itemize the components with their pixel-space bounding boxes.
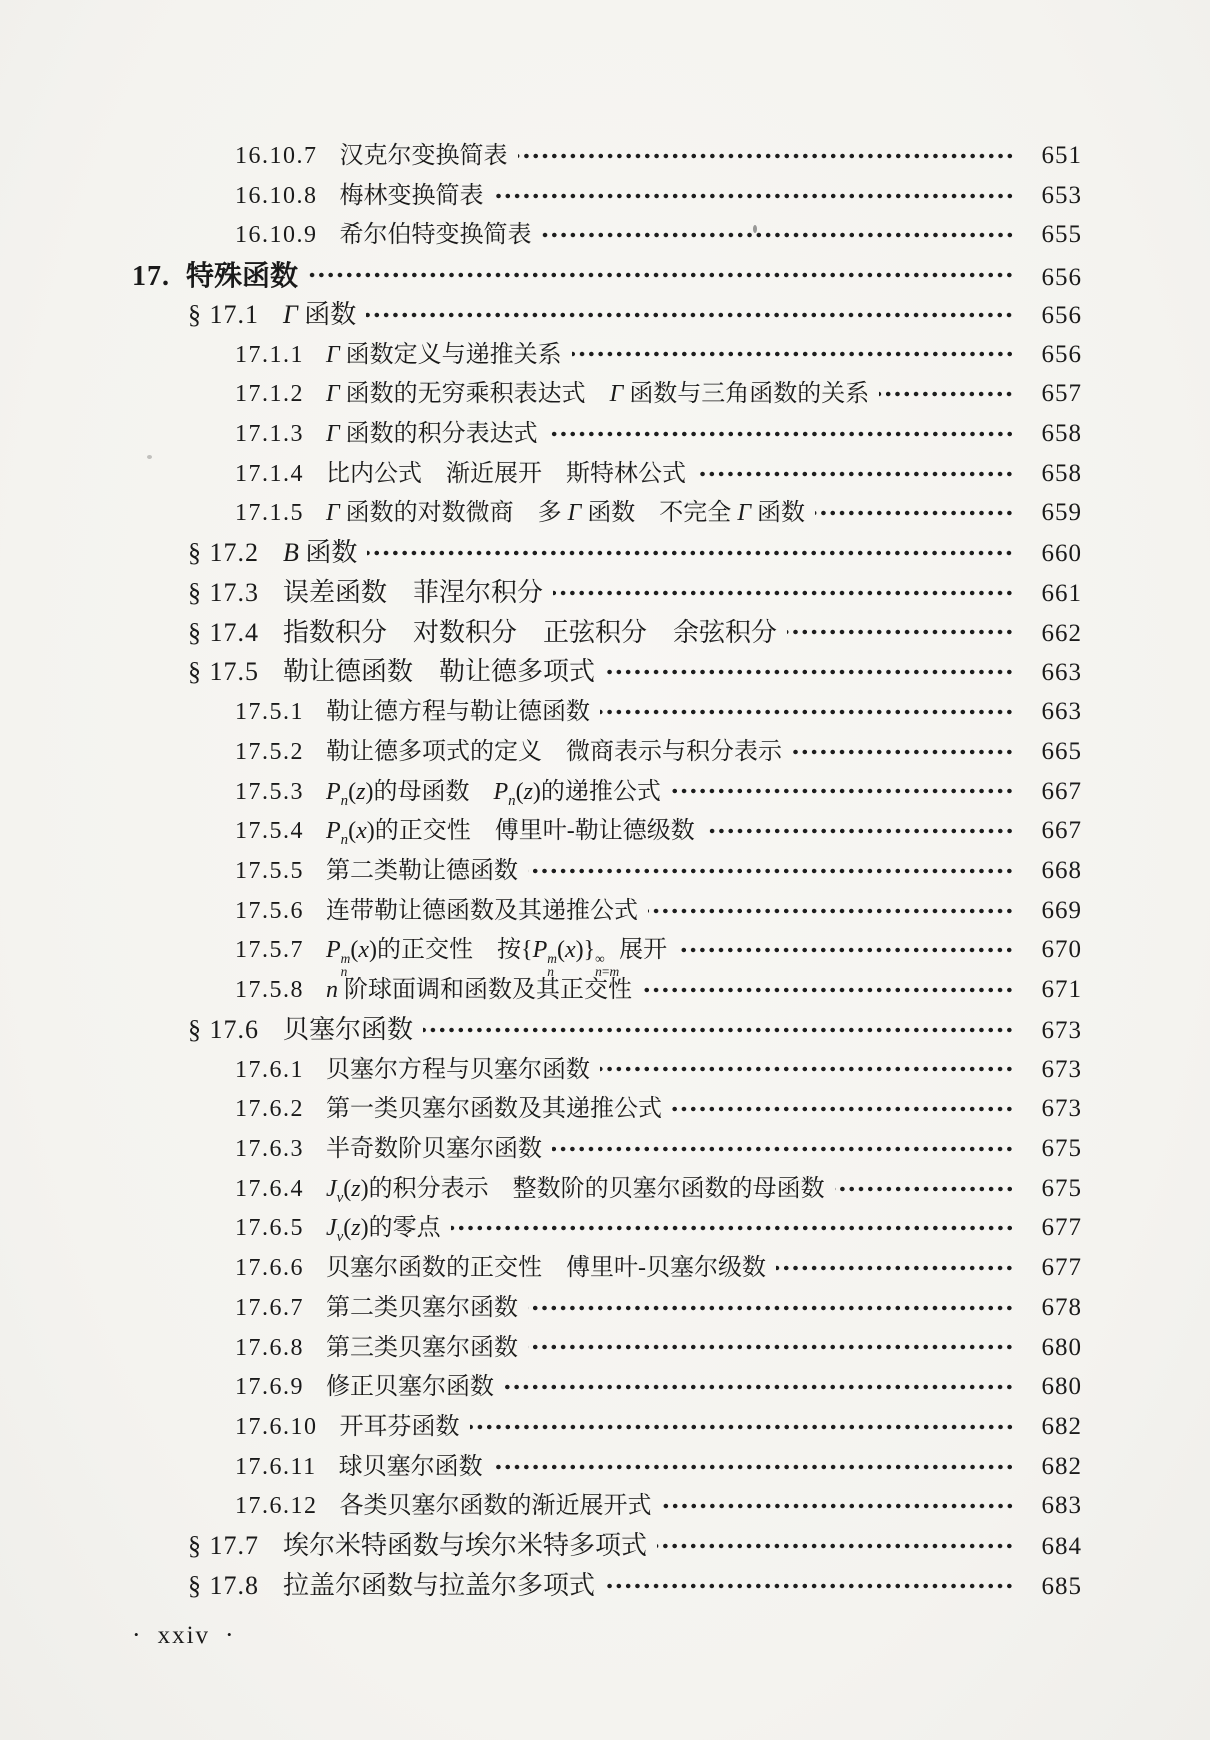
toc-entry-number: 17.6.9 xyxy=(235,1374,304,1401)
toc-entry-title: 第三类贝塞尔函数 xyxy=(326,1334,518,1361)
toc-entry-title: 第一类贝塞尔函数及其递推公式 xyxy=(326,1096,662,1123)
dot-leader xyxy=(792,748,1014,756)
dot-leader xyxy=(528,1343,1014,1351)
toc-entry-number: § 17.6 xyxy=(188,1014,259,1044)
toc-entry-title: 连带勒让德函数及其递推公式 xyxy=(326,897,638,924)
toc-entry-number: 17.5.3 xyxy=(235,778,304,805)
toc-entry-number: 17.5.4 xyxy=(235,818,304,845)
toc-entry-title: P m n (x)的正交性 按{P m n (x)} ∞ n=m 展开 xyxy=(326,937,668,980)
toc-entry xyxy=(235,1168,1082,1208)
toc-entry-number: 17.6.10 xyxy=(235,1414,318,1440)
toc-entry xyxy=(235,1207,1082,1247)
toc-entry-title: $P_n(x)$的正交性 傅里叶-勒让德级数 xyxy=(326,818,695,849)
toc-entry-title: 开耳芬函数 xyxy=(339,1414,460,1440)
toc-entry-page-number: 667 xyxy=(1041,817,1082,845)
dot-leader xyxy=(542,231,1015,239)
toc-entry-title: 埃尔米特函数与埃尔米特多项式 xyxy=(283,1531,648,1561)
toc-entry-number: 17.6.7 xyxy=(235,1294,304,1321)
toc-entry-number: 16.10.9 xyxy=(235,222,318,249)
toc-entry-number: 17.5.5 xyxy=(235,857,304,884)
toc-entry-page-number: 656 xyxy=(1041,301,1082,329)
toc-entry-title: 贝塞尔函数 xyxy=(283,1014,414,1044)
toc-entry xyxy=(235,1247,1082,1287)
toc-entry xyxy=(132,254,1082,294)
toc-entry-page-number: 657 xyxy=(1041,380,1082,408)
toc-entry xyxy=(235,929,1082,980)
toc-entry-title: 修正贝塞尔函数 xyxy=(326,1374,494,1401)
toc-entry-title: n 阶球面调和函数及其正交性 xyxy=(326,977,632,1004)
toc-entry-number: § 17.7 xyxy=(188,1531,259,1561)
toc-entry-page-number: 683 xyxy=(1041,1492,1082,1520)
toc-entry-page-number: 662 xyxy=(1041,619,1082,647)
toc-entry xyxy=(235,810,1082,850)
toc-entry-page-number: 684 xyxy=(1041,1533,1082,1561)
dot-leader xyxy=(470,1423,1015,1431)
dot-leader xyxy=(528,867,1014,875)
toc-entry xyxy=(235,334,1082,374)
dot-leader xyxy=(504,1383,1014,1391)
toc-entry-page-number: 669 xyxy=(1041,896,1082,924)
toc-entry-title: 特殊函数 xyxy=(186,261,299,293)
dot-leader xyxy=(367,549,1014,557)
toc-entry-title: $J_\nu(z)$的积分表示 整数阶的贝塞尔函数的母函数 xyxy=(326,1175,825,1206)
toc-entry xyxy=(235,1327,1082,1367)
dot-leader xyxy=(528,1304,1014,1312)
toc-entry-page-number: 668 xyxy=(1041,856,1082,884)
toc-entry-number: 17.1.1 xyxy=(235,341,304,368)
toc-entry-page-number: 673 xyxy=(1041,1055,1082,1083)
dot-leader xyxy=(677,946,1014,954)
dot-leader xyxy=(366,311,1014,319)
dot-leader xyxy=(648,907,1014,915)
toc-entry-title: 拉盖尔函数与拉盖尔多项式 xyxy=(283,1570,596,1600)
toc-entry-number: 17.6.4 xyxy=(235,1175,304,1202)
toc-entry-title: 希尔伯特变换简表 xyxy=(339,222,532,249)
toc-entry-number: 17.5.2 xyxy=(235,738,304,765)
toc-entry-title: 指数积分 对数积分 正弦积分 余弦积分 xyxy=(283,617,778,647)
dot-leader xyxy=(552,1145,1014,1153)
toc-entry-number: § 17.4 xyxy=(188,617,259,647)
footer-page-number: xxiv xyxy=(157,1622,211,1649)
toc-entry-title: 各类贝塞尔函数的渐近展开式 xyxy=(339,1493,652,1520)
toc-entry-title: 勒让德多项式的定义 微商表示与积分表示 xyxy=(326,738,782,765)
toc-entry-title: 勒让德函数 勒让德多项式 xyxy=(283,657,596,687)
toc-entry-page-number: 651 xyxy=(1041,142,1082,169)
toc-entry-page-number: 671 xyxy=(1041,976,1082,1004)
dot-leader xyxy=(776,1264,1014,1272)
toc-entry-title: B 函数 xyxy=(283,538,358,568)
toc-entry-title: 第二类贝塞尔函数 xyxy=(326,1294,518,1321)
toc-entry-number: 17.6.6 xyxy=(235,1255,304,1282)
toc-entry xyxy=(235,890,1082,930)
toc-entry-number: 16.10.8 xyxy=(235,182,318,209)
toc-entry xyxy=(235,1088,1082,1128)
toc-entry xyxy=(188,651,1082,691)
dot-leader xyxy=(451,1224,1014,1232)
toc-entry-title: Γ 函数的积分表达式 xyxy=(326,421,538,448)
toc-entry-title: 贝塞尔函数的正交性 傅里叶-贝塞尔级数 xyxy=(326,1255,766,1282)
toc-entry-page-number: 670 xyxy=(1041,936,1082,964)
toc-entry xyxy=(188,1525,1082,1565)
dot-leader xyxy=(672,1105,1014,1113)
toc-entry xyxy=(235,850,1082,890)
toc-entry-title: 球贝塞尔函数 xyxy=(338,1453,483,1480)
toc-entry-number: § 17.8 xyxy=(188,1570,259,1600)
toc-entry-title: Γ 函数 xyxy=(283,299,357,329)
toc-entry xyxy=(235,1287,1082,1327)
toc-entry-title: 误差函数 菲涅尔积分 xyxy=(283,577,544,607)
dot-leader xyxy=(815,509,1014,517)
toc-entry xyxy=(235,1406,1082,1446)
toc-entry-number: § 17.3 xyxy=(188,577,259,607)
toc-entry-number: 17.6.5 xyxy=(235,1215,304,1242)
toc-entry xyxy=(235,214,1082,254)
toc-entry xyxy=(188,1009,1082,1049)
toc-entry xyxy=(235,175,1082,215)
page-footer xyxy=(134,1622,251,1650)
toc-entry xyxy=(235,771,1082,811)
toc-entry-number: 17.1.2 xyxy=(235,381,304,408)
toc-entry xyxy=(188,1565,1082,1605)
toc-entry-number: 17.1.3 xyxy=(235,421,304,448)
footer-bullet-right: • xyxy=(227,1627,234,1642)
toc-entry-number: 17.5.8 xyxy=(235,977,304,1004)
toc-entry-page-number: 673 xyxy=(1041,1095,1082,1123)
toc-entry-title: Γ 函数定义与递推关系 xyxy=(326,341,562,368)
toc-entry-number: 17.6.11 xyxy=(235,1453,317,1480)
dot-leader xyxy=(423,1026,1014,1034)
dot-leader xyxy=(671,787,1014,795)
toc-entry-number: 17.1.4 xyxy=(235,460,304,487)
toc-entry-title: 第二类勒让德函数 xyxy=(326,857,518,884)
toc-entry-title: 半奇数阶贝塞尔函数 xyxy=(326,1135,542,1162)
toc-entry-page-number: 675 xyxy=(1041,1134,1082,1162)
toc-entry-page-number: 659 xyxy=(1041,499,1082,527)
dot-leader xyxy=(553,589,1014,597)
dot-leader xyxy=(605,668,1014,676)
toc-entry xyxy=(235,691,1082,731)
toc-entry-title: 汉克尔变换简表 xyxy=(339,143,508,169)
toc-entry-page-number: 677 xyxy=(1041,1214,1082,1242)
toc-entry-number: 17.6.1 xyxy=(235,1056,304,1083)
toc-entry-number: § 17.2 xyxy=(188,538,259,568)
toc-entry-title: 比内公式 渐近展开 斯特林公式 xyxy=(326,460,686,487)
dot-leader xyxy=(572,350,1014,358)
toc-entry xyxy=(188,612,1082,652)
toc-entry-page-number: 656 xyxy=(1041,264,1082,292)
toc-entry-page-number: 658 xyxy=(1041,420,1082,448)
toc-entry-page-number: 675 xyxy=(1041,1174,1082,1202)
footer-bullet-left: • xyxy=(134,1627,141,1642)
dot-leader xyxy=(518,152,1015,160)
toc-entry-page-number: 665 xyxy=(1041,737,1082,765)
toc-entry xyxy=(235,1446,1082,1486)
toc-entry xyxy=(235,1485,1082,1525)
toc-entry xyxy=(235,373,1082,413)
toc-entry xyxy=(188,294,1082,334)
toc-entry-title: 梅林变换简表 xyxy=(339,182,484,209)
dot-leader xyxy=(662,1502,1015,1510)
scan-speck xyxy=(753,225,757,233)
toc-entry-number: 17.6.2 xyxy=(235,1096,304,1123)
toc-entry-number: 17.6.12 xyxy=(235,1493,318,1520)
toc-entry-page-number: 663 xyxy=(1041,659,1082,687)
toc-entry-page-number: 653 xyxy=(1041,181,1082,209)
dot-leader xyxy=(600,708,1014,716)
toc-entry-number: 17.6.8 xyxy=(235,1334,304,1361)
dot-leader xyxy=(493,1463,1014,1471)
dot-leader xyxy=(308,271,1014,279)
toc-entry-page-number: 673 xyxy=(1041,1016,1082,1044)
dot-leader xyxy=(879,390,1014,398)
toc-entry-title: Γ 函数的无穷乘积表达式 Γ 函数与三角函数的关系 xyxy=(326,381,870,408)
dot-leader xyxy=(642,986,1014,994)
toc-entry-number: § 17.5 xyxy=(188,657,259,687)
dot-leader xyxy=(494,192,1015,200)
toc-entry-page-number: 680 xyxy=(1041,1373,1082,1401)
dot-leader xyxy=(835,1185,1014,1193)
dot-leader xyxy=(657,1542,1014,1550)
toc-entry-number: 16.10.7 xyxy=(235,143,318,169)
toc-entry-page-number: 682 xyxy=(1041,1452,1082,1480)
toc-entry-title: $J_\nu(z)$的零点 xyxy=(326,1215,441,1246)
table-of-contents xyxy=(132,135,1082,1605)
toc-entry xyxy=(235,731,1082,771)
toc-entry-page-number: 678 xyxy=(1041,1293,1082,1321)
toc-entry-number: 17.5.1 xyxy=(235,699,304,726)
toc-entry xyxy=(235,413,1082,453)
toc-entry xyxy=(188,572,1082,612)
toc-entry-number: 17.6.3 xyxy=(235,1135,304,1162)
toc-entry-number: 17.5.7 xyxy=(235,937,304,964)
toc-entry xyxy=(235,453,1082,493)
toc-entry-title: 勒让德方程与勒让德函数 xyxy=(326,699,590,726)
toc-entry-page-number: 685 xyxy=(1041,1572,1082,1600)
toc-entry-page-number: 677 xyxy=(1041,1254,1082,1282)
toc-entry xyxy=(235,1049,1082,1089)
dot-leader xyxy=(705,827,1014,835)
toc-entry-number: 17.1.5 xyxy=(235,500,304,527)
toc-entry xyxy=(235,1366,1082,1406)
dot-leader xyxy=(605,1582,1014,1590)
toc-entry-number: § 17.1 xyxy=(188,299,259,329)
toc-entry-page-number: 661 xyxy=(1041,579,1082,607)
toc-entry-page-number: 663 xyxy=(1041,698,1082,726)
toc-entry xyxy=(235,1128,1082,1168)
toc-entry-page-number: 682 xyxy=(1041,1413,1082,1440)
toc-entry xyxy=(235,492,1082,532)
toc-entry-title: $P_n(z)$的母函数 $P_n(z)$的递推公式 xyxy=(326,778,661,809)
dot-leader xyxy=(787,628,1014,636)
toc-entry-page-number: 658 xyxy=(1041,459,1082,487)
scan-speck xyxy=(147,455,152,459)
dot-leader xyxy=(696,470,1014,478)
toc-entry xyxy=(188,532,1082,572)
toc-entry-title: 贝塞尔方程与贝塞尔函数 xyxy=(326,1056,590,1083)
toc-entry-page-number: 667 xyxy=(1041,777,1082,805)
dot-leader xyxy=(600,1065,1014,1073)
dot-leader xyxy=(548,430,1014,438)
toc-entry xyxy=(235,135,1082,175)
toc-entry-page-number: 660 xyxy=(1041,540,1082,568)
toc-entry-page-number: 655 xyxy=(1041,221,1082,249)
toc-entry-number: 17.5.6 xyxy=(235,897,304,924)
toc-entry-title: Γ 函数的对数微商 多 Γ 函数 不完全 Γ 函数 xyxy=(326,500,805,527)
toc-entry-page-number: 680 xyxy=(1041,1333,1082,1361)
toc-entry-number: 17. xyxy=(132,261,170,293)
toc-entry-page-number: 656 xyxy=(1041,340,1082,368)
